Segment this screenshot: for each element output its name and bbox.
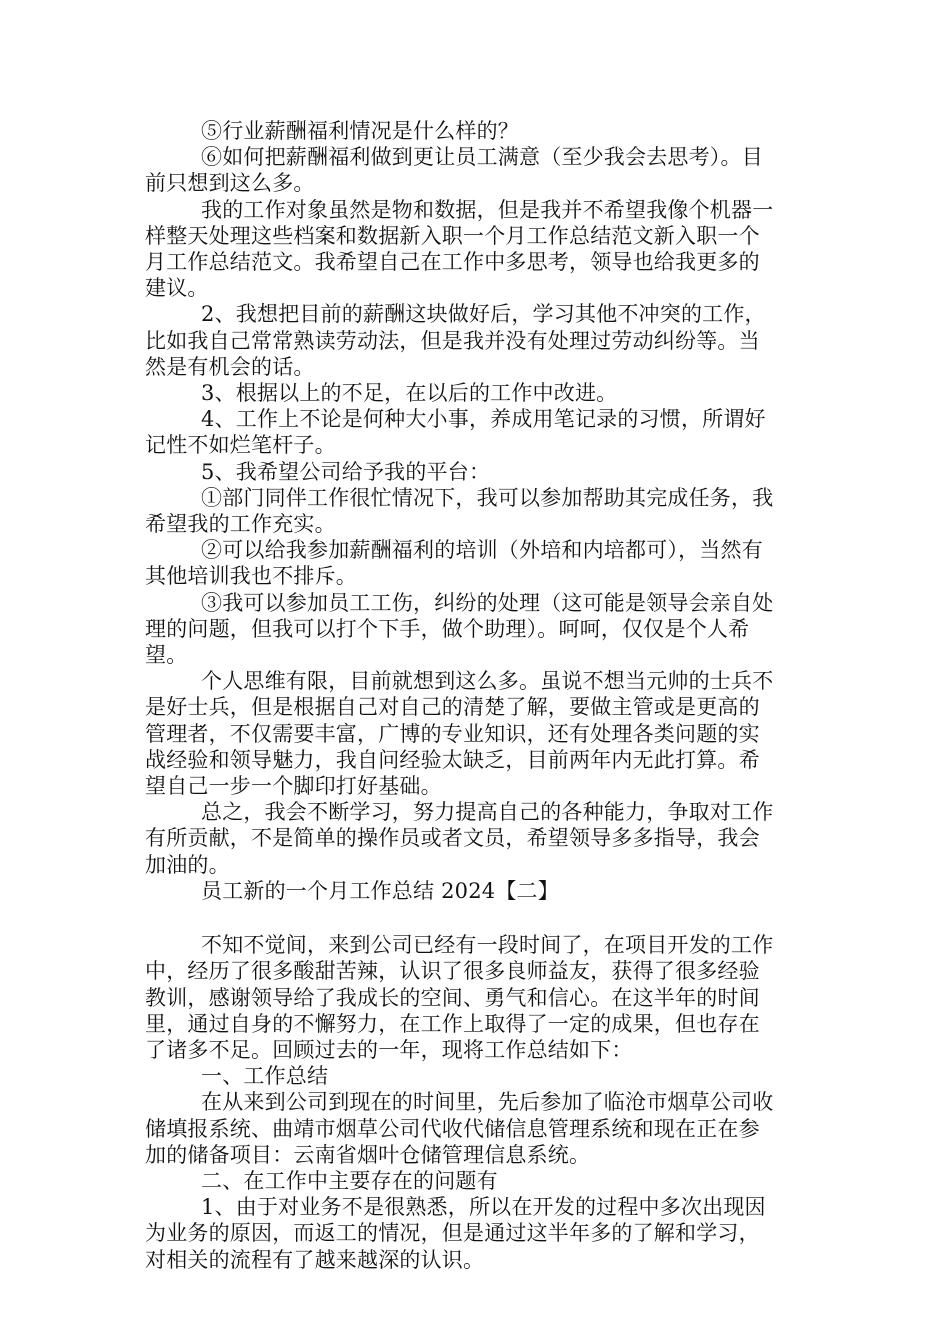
text-line: 储填报系统、曲靖市烟草公司代收代储信息管理系统和现在正在参: [145, 1116, 760, 1141]
text-line: 望自己一步一个脚印打好基础。: [145, 774, 442, 799]
text-line: 4、工作上不论是何种大小事，养成用笔记录的习惯，所谓好: [201, 407, 766, 432]
text-line: 1、由于对业务不是很熟悉，所以在开发的过程中多次出现因: [201, 1195, 766, 1220]
text-line: 加的储备项目：云南省烟叶仓储管理信息系统。: [145, 1142, 591, 1167]
text-line: 样整天处理这些档案和数据新入职一个月工作总结范文新入职一个: [145, 223, 760, 248]
text-line: 希望我的工作充实。: [145, 512, 336, 537]
text-line: 总之，我会不断学习，努力提高自己的各种能力，争取对工作: [201, 800, 774, 825]
text-line: 5、我希望公司给予我的平台：: [201, 459, 491, 484]
text-line: 员工新的一个月工作总结 2024【二】: [201, 878, 559, 903]
text-line: 建议。: [145, 276, 209, 301]
text-line: 我的工作对象虽然是物和数据，但是我并不希望我像个机器一: [201, 197, 774, 222]
text-line: 在从来到公司到现在的时间里，先后参加了临沧市烟草公司收: [201, 1090, 774, 1115]
text-line: 2、我想把目前的薪酬这块做好后，学习其他不冲突的工作，: [201, 302, 766, 327]
text-line: 为业务的原因，而返工的情况，但是通过这半年多的了解和学习，: [145, 1221, 760, 1246]
text-line: 里，通过自身的不懈努力，在工作上取得了一定的成果，但也存在: [145, 1011, 760, 1036]
text-line: 有所贡献，不是简单的操作员或者文员，希望领导多多指导，我会: [145, 826, 760, 851]
text-line: 不知不觉间，来到公司已经有一段时间了，在项目开发的工作: [201, 933, 774, 958]
text-line: 然是有机会的话。: [145, 354, 315, 379]
text-line: 是好士兵，但是根据自己对自己的清楚了解，要做主管或是更高的: [145, 695, 760, 720]
text-line: ③我可以参加员工工伤，纠纷的处理（这可能是领导会亲自处: [201, 590, 774, 615]
text-line: 对相关的流程有了越来越深的认识。: [145, 1247, 485, 1272]
text-line: 前只想到这么多。: [145, 171, 315, 196]
text-line: 个人思维有限，目前就想到这么多。虽说不想当元帅的士兵不: [201, 669, 774, 694]
text-line: ①部门同伴工作很忙情况下，我可以参加帮助其完成任务，我: [201, 485, 774, 510]
text-line: 理的问题，但我可以打个下手，做个助理）。呵呵，仅仅是个人希: [145, 616, 750, 641]
text-line: 了诸多不足。回顾过去的一年，现将工作总结如下：: [145, 1037, 633, 1062]
text-line: 望。: [145, 643, 188, 668]
document-page: [145, 118, 810, 1273]
text-line: 二、在工作中主要存在的问题有: [201, 1168, 498, 1193]
text-line: 教训，感谢领导给了我成长的空间、勇气和信心。在这半年的时间: [145, 985, 760, 1010]
text-line: 加油的。: [145, 852, 230, 877]
text-line: 记性不如烂笔杆子。: [145, 433, 336, 458]
text-line: ⑤行业薪酬福利情况是什么样的？: [201, 119, 519, 143]
text-line: ⑥如何把薪酬福利做到更让员工满意（至少我会去思考）。目: [201, 145, 763, 170]
text-line: 比如我自己常常熟读劳动法，但是我并没有处理过劳动纠纷等。当: [145, 328, 760, 353]
text-line: 其他培训我也不排斥。: [145, 564, 357, 589]
text-line: 一、工作总结: [201, 1064, 329, 1089]
text-line: 月工作总结范文。我希望自己在工作中多思考，领导也给我更多的: [145, 250, 760, 275]
text-line: ②可以给我参加薪酬福利的培训（外培和内培都可），当然有: [201, 538, 763, 563]
blank-line: [145, 904, 810, 932]
text-line: 中，经历了很多酸甜苦辣，认识了很多良师益友，获得了很多经验: [145, 959, 760, 984]
text-line: 战经验和领导魅力，我自问经验太缺乏，目前两年内无此打算。希: [145, 747, 760, 772]
text-line: 管理者，不仅需要丰富，广博的专业知识，还有处理各类问题的实: [145, 721, 760, 746]
text-line: 3、根据以上的不足，在以后的工作中改进。: [201, 381, 618, 406]
